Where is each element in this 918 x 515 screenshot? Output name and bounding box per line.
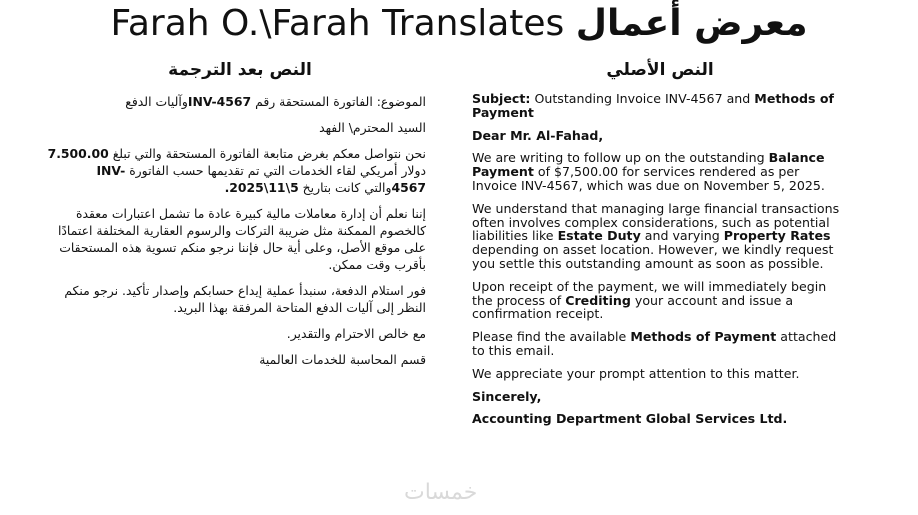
- ar-p1-invoice: INV-4567: [96, 163, 426, 195]
- paragraph-1: [472, 151, 844, 192]
- p2-text-a: We understand that managing large financial transactions often involves complex considerations, such as potential liabilities like: [472, 200, 840, 244]
- ar-subject-c: وآليات الدفع: [125, 94, 188, 109]
- arabic-subject-line: [40, 93, 426, 110]
- ar-p1-a: نحن نتواصل معكم بغرض متابعة الفاتورة المستحقة والتي تبلغ: [108, 146, 426, 161]
- original-letter: [472, 92, 844, 435]
- arabic-paragraph-3: فور استلام الدفعة، سنبدأ عملية إيداع حسابكم وإصدار تأكيد. نرجو منكم النظر إلى آليات الدفع المتاحة المرفقة بهذا البريد.: [64, 283, 426, 315]
- subject-label: Subject:: [472, 91, 531, 106]
- translated-letter: [40, 93, 426, 377]
- p1-text-a: We are writing to follow up on the outstanding: [472, 150, 769, 166]
- p3-bold: Crediting: [565, 292, 631, 308]
- ar-p1-amount: 7.500.00: [47, 146, 109, 161]
- subject-line: [472, 92, 844, 120]
- page-title: [0, 2, 918, 46]
- subject-text: Outstanding Invoice INV-4567 and: [530, 91, 755, 106]
- paragraph-2: [472, 202, 844, 271]
- ar-p1-e: والتي كانت بتاريخ: [298, 180, 392, 195]
- paragraph-5: We appreciate your prompt attention to this matter.: [472, 365, 800, 381]
- watermark: خمسات: [404, 480, 478, 505]
- p1-bold: Balance Payment: [472, 150, 825, 180]
- p3-text-a: Upon receipt of the payment, we will immediately begin the process of: [472, 278, 827, 308]
- arabic-closing: مع خالص الاحترام والتقدير.: [286, 326, 426, 341]
- p4-text-c: attached to this email.: [472, 329, 837, 358]
- signature-text: Accounting Department Global Services Ltd.: [472, 411, 788, 427]
- ar-subject-a: الموضوع: الفاتورة المستحقة رقم: [251, 94, 426, 109]
- arabic-paragraph-1: [40, 145, 426, 196]
- p2-text-c: and varying: [640, 228, 724, 244]
- p2-text-e: depending on asset location. However, we kindly request you settle this outstanding amount as soon as possible.: [472, 242, 834, 271]
- paragraph-4: [472, 330, 844, 358]
- arabic-paragraph-2: إننا نعلم أن إدارة معاملات مالية كبيرة عادة ما تشمل اعتبارات معقدة كالخصوم الممكنة مثل ضريبة التركات والرسوم العقارية المختلفة اعتمادًا على موقع الأصل، وعلى أية حال فإننا نرجو منكم تسوية هذه المستحقات بأقرب وقت ممكن.: [57, 206, 426, 272]
- ar-p1-date: 5\11\2025.: [224, 180, 299, 195]
- arabic-signature: قسم المحاسبة للخدمات العالمية: [259, 352, 426, 367]
- original-text-header: النص الأصلي: [606, 60, 714, 80]
- p1-text-c: of $7,500.00 for services rendered as per Invoice INV-4567, which was due on November 5, 2025.: [472, 164, 825, 193]
- p4-text-a: Please find the available: [472, 329, 631, 345]
- paragraph-3: [472, 280, 844, 321]
- p4-bold: Methods of Payment: [630, 329, 777, 345]
- ar-subject-invoice: INV-4567: [187, 94, 252, 109]
- closing-text: Sincerely,: [472, 388, 542, 404]
- signature: [472, 412, 844, 426]
- p2-bold-d: Property Rates: [723, 228, 831, 244]
- p2-bold-b: Estate Duty: [557, 228, 641, 244]
- translated-text-header: النص بعد الترجمة: [168, 60, 312, 80]
- greeting-text: Dear Mr. Al-Fahad,: [472, 127, 604, 143]
- title-latin: Farah O.\Farah Translates: [110, 3, 565, 44]
- p3-text-c: your account and issue a confirmation receipt.: [472, 292, 794, 322]
- arabic-greeting: السيد المحترم\ الفهد: [319, 120, 426, 135]
- ar-p1-c: دولار أمريكي لقاء الخدمات التي تم تقديمها حسب الفاتورة: [125, 163, 426, 178]
- closing: [472, 390, 844, 404]
- greeting: [472, 129, 844, 143]
- subject-bold-text: Methods of Payment: [472, 91, 835, 120]
- title-arabic: معرض أعمال: [575, 3, 808, 44]
